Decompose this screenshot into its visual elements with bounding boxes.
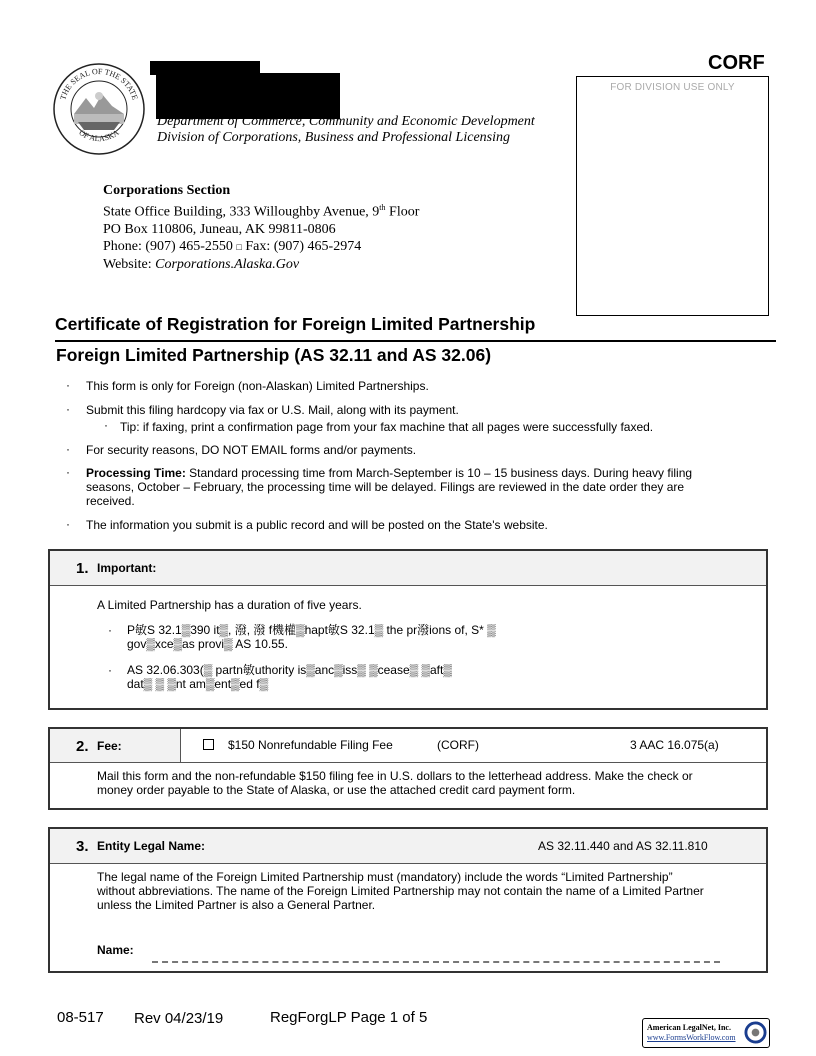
svg-text:OF ALASKA (77, 128, 121, 143)
seal-bottom-text: OF ALASKA (77, 128, 121, 144)
processing-time-item: Processing Time: Standard processing time from March-September is 10 – 15 business days. During heavy filing seasons, October – February, the processing time will be delayed. Filings are reviewed in the date order they are received. (86, 466, 693, 508)
title-divider (55, 340, 776, 342)
address-line-2: PO Box 110806, Juneau, AK 99811-0806 (103, 221, 336, 237)
separator-icon: □ (236, 241, 242, 252)
website-line: Website: Corporations.Alaska.Gov (103, 256, 300, 272)
name-input[interactable] (152, 961, 720, 963)
section-number: 2. (76, 738, 89, 755)
section-label: Important: (97, 561, 157, 575)
section-header (50, 551, 766, 586)
bullet-icon: · (66, 517, 70, 531)
entity-name-statute: AS 32.11.440 and AS 32.11.810 (538, 839, 708, 853)
bullet-icon: · (108, 663, 112, 677)
bullet-icon: · (66, 442, 70, 456)
bullet-icon: · (108, 623, 112, 637)
section-fee (48, 727, 768, 810)
section-header (50, 729, 766, 763)
department-heading (157, 114, 535, 146)
bullet-icon: · (66, 378, 70, 392)
instruction-item: For security reasons, DO NOT EMAIL forms and/or payments. (86, 443, 417, 457)
department-name: Department of Commerce, Community and Economic Development (157, 114, 535, 129)
instruction-item: The information you submit is a public record and will be posted on the State's website. (86, 518, 548, 532)
bullet-icon: · (104, 418, 108, 432)
section-label: Fee: (97, 739, 122, 753)
revision-date: Rev 04/23/19 (134, 1010, 224, 1027)
seal-top-text: THE SEAL OF THE STATE (58, 66, 140, 101)
instruction-item: Submit this filing hardcopy via fax or U.S. Mail, along with its payment. (86, 403, 459, 417)
entity-name-instructions: The legal name of the Foreign Limited Partnership must (mandatory) include the words “Limited Partnership” without abbreviations. The name of the Foreign Limited Partnership may not contain the name of a Limited Partner unless the Limited Partner is also a General Partner. (97, 870, 704, 912)
instruction-item: This form is only for Foreign (non-Alaskan) Limited Partnerships. (86, 379, 429, 393)
fee-row (181, 729, 766, 762)
form-subtitle: Foreign Limited Partnership (AS 32.11 and AS 32.06) (56, 345, 492, 365)
fax-number: Fax: (907) 465-2974 (245, 238, 362, 254)
aln-name: American LegalNet, Inc. (647, 1023, 731, 1032)
phone-fax-line (103, 238, 419, 256)
section-important (48, 549, 768, 710)
certificate-title: Certificate of Registration for Foreign Limited Partnership (55, 314, 536, 334)
duration-note: A Limited Partnership has a duration of five years. (97, 598, 362, 612)
page-indicator: RegForgLP Page 1 of 5 (270, 1009, 428, 1026)
bullet-icon: · (66, 402, 70, 416)
fee-option-label: $150 Nonrefundable Filing Fee (228, 738, 393, 752)
section-label: Entity Legal Name: (97, 839, 206, 853)
fee-checkbox[interactable] (203, 739, 214, 750)
statute-note-2: AS 32.06.303(▒ partn敏uthority is▒anc▒iss▒ ▒cease▒ ▒aft▒ dat▒ ▒ ▒nt am▒ent▒ed f▒ (127, 663, 452, 691)
fee-code: (CORF) (437, 738, 479, 752)
form-number: 08-517 (57, 1009, 104, 1026)
american-legalnet-badge[interactable] (642, 1018, 770, 1048)
website-link[interactable]: Corporations.Alaska.Gov (155, 256, 300, 272)
fee-regulation: 3 AAC 16.075(a) (630, 738, 719, 752)
form-code: CORF (708, 52, 765, 74)
address-line-1: State Office Building, 333 Willoughby Avenue, 9th Floor (103, 203, 420, 220)
section-header (50, 829, 766, 864)
division-name: Division of Corporations, Business and Professional Licensing (157, 130, 510, 145)
corporations-section-label: Corporations Section (103, 183, 231, 198)
contact-block (103, 182, 419, 273)
name-label: Name: (97, 943, 134, 957)
section-entity-name (48, 827, 768, 973)
statute-note-1: P敏S 32.1▒390 it▒, 潑, 潑 f機權▒hapt敏S 32.1▒ the pr潑ions of, S* ▒ gov▒xce▒as provi▒ AS 10.55. (127, 623, 496, 651)
division-use-label: FOR DIVISION USE ONLY (610, 82, 735, 93)
instruction-subitem: Tip: if faxing, print a confirmation page from your fax machine that all pages were successfully faxed. (120, 420, 654, 434)
state-seal-icon (52, 62, 146, 156)
section-number: 1. (76, 560, 89, 577)
aln-url[interactable]: www.FormsWorkFlow.com (647, 1033, 736, 1042)
aln-logo-icon (744, 1021, 767, 1044)
fee-instructions: Mail this form and the non-refundable $150 filing fee in U.S. dollars to the letterhead address. Make the check or money order payable to the State of Alaska, or use the attached credit card payment form. (97, 769, 693, 797)
redacted-block (156, 73, 340, 119)
bullet-icon: · (66, 465, 70, 479)
phone-number: Phone: (907) 465-2550 (103, 238, 233, 254)
section-number: 3. (76, 838, 89, 855)
division-use-box (576, 76, 769, 316)
